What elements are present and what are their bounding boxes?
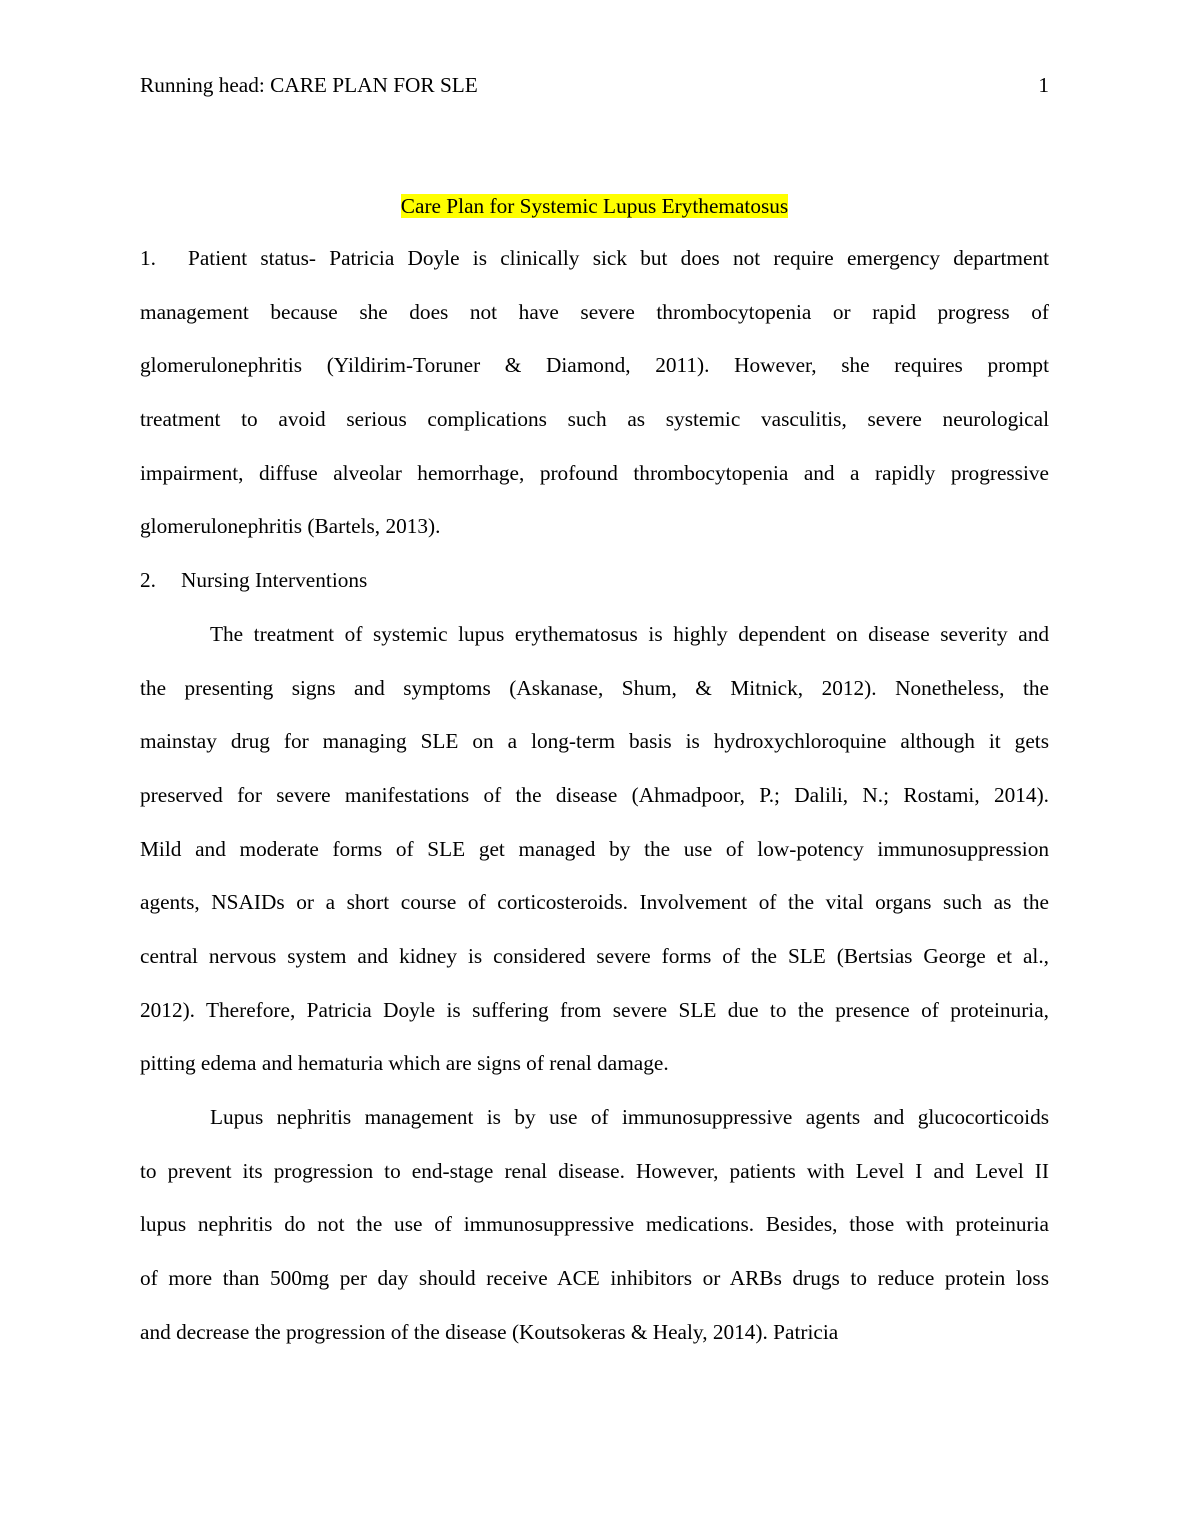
item-1-line	[140, 232, 1049, 286]
text-line: treatment to avoid serious complications such as systemic vasculitis, severe neurological	[140, 407, 1049, 432]
text-line: central nervous system and kidney is considered severe forms of the SLE (Bertsias George et al.,	[140, 943, 1049, 968]
text-line: lupus nephritis do not the use of immunosuppressive medications. Besides, those with proteinuria	[140, 1212, 1049, 1237]
text-line: Patient status- Patricia Doyle is clinically sick but does not require emergency department	[188, 246, 1049, 270]
text-line: The treatment of systemic lupus erythematosus is highly dependent on disease severity and	[210, 621, 1049, 646]
text-line: the presenting signs and symptoms (Askanase, Shum, & Mitnick, 2012). Nonetheless, the	[140, 675, 1049, 700]
document-title	[140, 180, 1049, 234]
item-2-number: 2.	[140, 568, 156, 593]
text-line: Lupus nephritis management is by use of immunosuppressive agents and glucocorticoids	[210, 1105, 1049, 1129]
running-head: Running head: CARE PLAN FOR SLE	[140, 73, 478, 97]
text-line: preserved for severe manifestations of the disease (Ahmadpoor, P.; Dalili, N.; Rostami, 2014).	[140, 782, 1049, 807]
text-line: and decrease the progression of the disease (Koutsokeras & Healy, 2014). Patricia	[140, 1319, 839, 1344]
text-line: impairment, diffuse alveolar hemorrhage, profound thrombocytopenia and a rapidly progressive	[140, 460, 1049, 485]
text-line: pitting edema and hematuria which are signs of renal damage.	[140, 1051, 669, 1076]
running-header	[140, 72, 1049, 98]
text-line: Mild and moderate forms of SLE get managed by the use of low-potency immunosuppression	[140, 836, 1049, 861]
text-line: of more than 500mg per day should receive ACE inhibitors or ARBs drugs to reduce protein loss	[140, 1266, 1049, 1291]
item-2-heading	[140, 554, 1049, 608]
text-line: glomerulonephritis (Yildirim-Toruner & Diamond, 2011). However, she requires prompt	[140, 353, 1049, 378]
page-number: 1	[1038, 73, 1049, 97]
highlighted-title: Care Plan for Systemic Lupus Erythematosus	[400, 194, 789, 218]
document-body	[140, 232, 1049, 1359]
text-line: 2012). Therefore, Patricia Doyle is suffering from severe SLE due to the presence of proteinuria,	[140, 997, 1049, 1022]
text-line: management because she does not have severe thrombocytopenia or rapid progress of	[140, 299, 1049, 324]
text-line: agents, NSAIDs or a short course of corticosteroids. Involvement of the vital organs such as the	[140, 890, 1049, 915]
text-line: mainstay drug for managing SLE on a long-term basis is hydroxychloroquine although it gets	[140, 729, 1049, 754]
section-heading: Nursing Interventions	[181, 568, 368, 593]
text-line: to prevent its progression to end-stage renal disease. However, patients with Level I and Level II	[140, 1158, 1049, 1183]
text-line: glomerulonephritis (Bartels, 2013).	[140, 514, 441, 539]
item-1-number: 1.	[140, 246, 156, 270]
